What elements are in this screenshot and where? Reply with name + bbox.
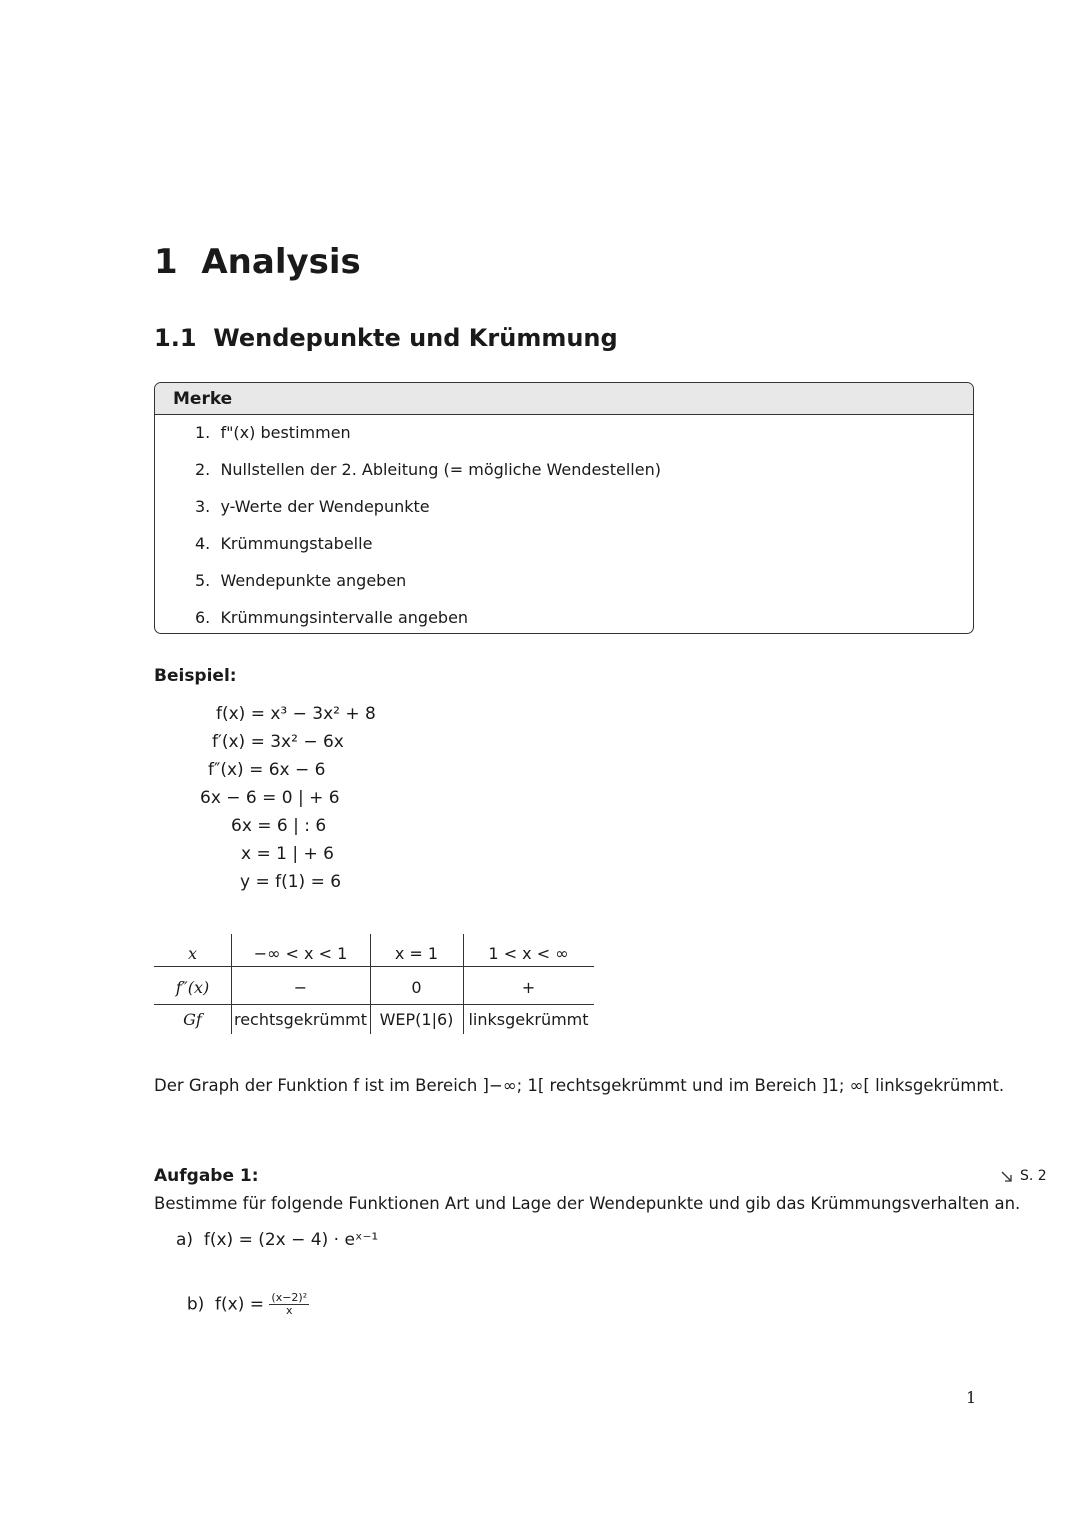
table-row-label: f″(x) <box>175 978 210 997</box>
table-rule <box>154 1004 594 1005</box>
merke-item: 4. Krümmungstabelle <box>195 534 373 553</box>
merke-box <box>154 382 974 634</box>
conclusion-text: Der Graph der Funktion f ist im Bereich ]−∞; 1[ rechtsgekrümmt und im Bereich ]1; ∞[ linksgekrümmt. <box>154 1076 1005 1095</box>
equation-line: 6x = 6 | : 6 <box>231 816 327 836</box>
chapter-title: 1 Analysis <box>154 242 361 282</box>
task-a: a) f(x) = (2x − 4) · eˣ⁻¹ <box>176 1230 379 1250</box>
merke-header: Merke <box>155 383 973 415</box>
page-number: 1 <box>966 1388 977 1407</box>
equation-line: y = f(1) = 6 <box>240 872 342 892</box>
aufgabe-label: Aufgabe 1: <box>154 1166 259 1186</box>
equation-line: 6x − 6 = 0 | + 6 <box>200 788 340 808</box>
equation-line: x = 1 | + 6 <box>241 844 334 864</box>
table-cell: 0 <box>411 978 422 997</box>
table-header-x: x <box>187 944 198 963</box>
merke-item: 1. f"(x) bestimmen <box>195 423 351 442</box>
table-header-point: x = 1 <box>394 944 439 963</box>
merke-item: 3. y-Werte der Wendepunkte <box>195 497 430 516</box>
table-rule <box>154 966 594 967</box>
task-b <box>176 1272 309 1317</box>
arrow-down-right-icon <box>1000 1170 1014 1184</box>
table-header-interval-left: −∞ < x < 1 <box>253 944 348 963</box>
merke-item: 5. Wendepunkte angeben <box>195 571 407 590</box>
beispiel-label: Beispiel: <box>154 666 237 686</box>
fraction-denominator: x <box>286 1304 293 1317</box>
task-b-prefix: b) f(x) = <box>186 1294 270 1315</box>
equation-line: f′(x) = 3x² − 6x <box>212 732 344 752</box>
table-header-interval-right: 1 < x < ∞ <box>488 944 569 963</box>
equation-line: f(x) = x³ − 3x² + 8 <box>216 704 376 724</box>
table-cell: − <box>293 978 308 997</box>
aufgabe-text: Bestimme für folgende Funktionen Art und Lage der Wendepunkte und gib das Krümmungsverhalten an. <box>154 1194 1021 1213</box>
merke-item: 2. Nullstellen der 2. Ableitung (= mögliche Wendestellen) <box>195 460 661 479</box>
table-cell: + <box>521 978 536 997</box>
table-cell: WEP(1|6) <box>379 1010 454 1029</box>
fraction-numerator: (x−2)² <box>271 1291 308 1304</box>
table-row-label: Gf <box>183 1010 202 1029</box>
page-reference: S. 2 <box>1020 1168 1047 1184</box>
equation-line: f″(x) = 6x − 6 <box>208 760 326 780</box>
fraction <box>269 1292 309 1317</box>
table-cell: rechtsgekrümmt <box>233 1010 368 1029</box>
merke-item: 6. Krümmungsintervalle angeben <box>195 608 469 627</box>
table-cell: linksgekrümmt <box>468 1010 589 1029</box>
section-title: 1.1 Wendepunkte und Krümmung <box>154 324 618 352</box>
